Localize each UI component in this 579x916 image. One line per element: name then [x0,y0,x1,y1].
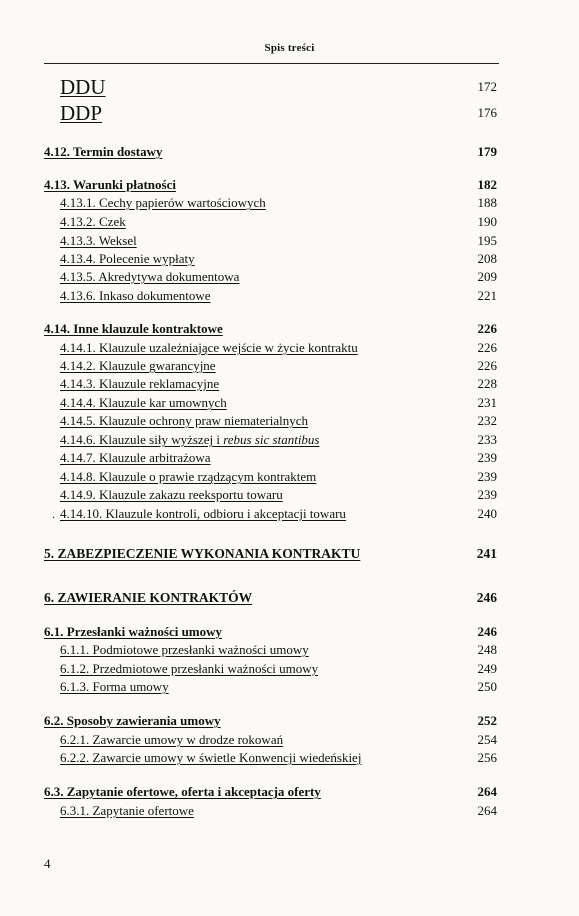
toc-entry-title [44,623,222,641]
toc-entry-title-text: 6.2.2. Zawarcie umowy w świetle Konwencji wiedeńskiej [60,750,362,765]
toc-entry-page: 231 [477,395,497,410]
toc-entry-page: 179 [477,144,497,159]
toc-entry-title-text: 4.14.5. Klauzule ochrony praw niematerialnych [60,413,308,428]
toc-entry-page: 172 [477,79,497,94]
toc-entry-page: 264 [477,803,497,818]
toc-entry-title-text: 5. ZABEZPIECZENIE WYKONANIA KONTRAKTU [44,546,361,561]
toc-entry-title-text: 4.14.10. Klauzule kontroli, odbioru i akceptacji towaru [60,506,346,521]
toc-entry[interactable] [44,75,497,99]
toc-entry-title-text: 6.3.1. Zapytanie ofertowe [60,803,194,818]
toc-entry-title-text: 4.13.4. Polecenie wypłaty [60,251,195,266]
toc-entry[interactable] [44,375,497,393]
toc-entry[interactable] [44,232,497,250]
toc-entry-title-text: 6. ZAWIERANIE KONTRAKTÓW [44,590,253,605]
toc-entry-title-text: 6.3. Zapytanie ofertowe, oferta i akceptacja oferty [44,784,321,799]
toc-entry[interactable] [44,287,497,305]
toc-entry-title [60,394,227,412]
toc-entry-title-text: 4.13.2. Czek [60,214,126,229]
toc-entry-title-text: DDU [60,75,106,99]
toc-entry-title [44,176,176,194]
toc-entry[interactable] [44,660,497,678]
toc-entry[interactable] [44,589,497,607]
toc-entry-title-text: 6.2.1. Zawarcie umowy w drodze rokowań [60,732,284,747]
toc-entry-title [60,731,283,749]
toc-entry-title [60,678,169,696]
toc-entry-page: 176 [477,105,497,120]
toc-entry[interactable] [44,802,497,820]
toc-entry[interactable] [44,712,497,730]
toc-entry-page: 232 [477,413,497,428]
toc-entry[interactable] [44,394,497,412]
toc-entry[interactable] [44,486,497,504]
toc-entry[interactable] [44,250,497,268]
toc-entry-page: 221 [477,288,497,303]
toc-entry-title [60,449,211,467]
toc-entry-title [60,412,308,430]
toc-entry[interactable] [44,194,497,212]
toc-entry-title-text: 6.1. Przesłanki ważności umowy [44,624,223,639]
toc-entry-page: 246 [477,624,497,639]
toc-entry-title-text: DDP [60,101,103,125]
toc-entry-title [60,339,358,357]
toc-entry-page: 208 [477,251,497,266]
toc-entry-page: 250 [477,679,497,694]
toc-entry-page: 190 [477,214,497,229]
toc-entry-title [44,545,360,563]
toc-entry[interactable] [44,641,497,659]
toc-entry-title [60,232,137,250]
toc-entry-title [44,712,221,730]
toc-entry[interactable] [44,731,497,749]
table-of-contents [44,0,497,916]
toc-entry-title-text: 4.14.2. Klauzule gwarancyjne [60,358,216,373]
toc-entry-title [60,468,316,486]
toc-entry-page: 240 [477,506,497,521]
toc-entry-title [60,194,266,212]
toc-entry[interactable] [44,339,497,357]
toc-entry-title [60,431,320,449]
toc-entry-title [60,268,239,286]
toc-entry-page: 248 [477,642,497,657]
toc-entry[interactable] [44,678,497,696]
page-number: 4 [44,856,51,871]
toc-entry-title [60,802,194,820]
toc-entry[interactable] [44,268,497,286]
toc-entry-title-text: 6.1.1. Podmiotowe przesłanki ważności umowy [60,642,309,657]
toc-entry[interactable] [44,623,497,641]
toc-entry-title-text: 4.14.4. Klauzule kar umownych [60,395,227,410]
toc-entry-title [60,486,283,504]
toc-entry-title-text: 6.1.2. Przedmiotowe przesłanki ważności umowy [60,661,319,676]
toc-entry[interactable] [44,749,497,767]
toc-entry-page: 226 [477,321,497,336]
toc-entry-title-text: 6.2. Sposoby zawierania umowy [44,713,221,728]
toc-entry-title-text: 4.14.8. Klauzule o prawie rządzącym kontraktem [60,469,317,484]
toc-entry-title [60,287,211,305]
toc-entry-title [60,75,106,99]
toc-entry-page: 209 [477,269,497,284]
toc-entry-title [60,505,346,523]
toc-entry-title [44,589,252,607]
toc-entry-page: 249 [477,661,497,676]
toc-entry-title [44,320,223,338]
toc-entry[interactable] [44,412,497,430]
toc-entry-page: 254 [477,732,497,747]
toc-entry-title [60,749,361,767]
toc-entry-title [60,101,103,125]
toc-entry[interactable] [44,449,497,467]
toc-entry[interactable] [44,783,497,801]
stray-mark: . [52,507,55,521]
toc-entry-title-text: 4.12. Termin dostawy [44,144,163,159]
toc-entry-title-text: 4.14.3. Klauzule reklamacyjne [60,376,220,391]
toc-entry-page: 246 [476,590,497,605]
running-header: Spis treści [264,42,315,54]
toc-entry-title [60,250,195,268]
toc-entry[interactable] [44,545,497,563]
toc-entry-title-text: 4.13.5. Akredytywa dokumentowa [60,269,240,284]
toc-entry-title-text: 4.13.3. Weksel [60,233,137,248]
toc-entry-title-text: 4.13.6. Inkaso dokumentowe [60,288,211,303]
toc-entry[interactable] [44,143,497,161]
toc-entry-title [60,213,126,231]
toc-entry-title [60,660,318,678]
toc-entry-title [44,783,321,801]
toc-entry-page: 239 [477,469,497,484]
toc-entry-title [60,375,219,393]
toc-entry-title [44,143,162,161]
toc-entry-page: 226 [477,340,497,355]
toc-entry-title [60,641,309,659]
toc-entry-page: 195 [477,233,497,248]
toc-entry-page: 239 [477,450,497,465]
toc-entry-title-text: 4.14.9. Klauzule zakazu reeksportu towaru [60,487,283,502]
toc-entry-title-text: 4.14. Inne klauzule kontraktowe [44,321,223,336]
toc-entry-page: 256 [477,750,497,765]
toc-entry-page: 241 [476,546,497,561]
toc-entry-page: 252 [477,713,497,728]
toc-entry[interactable] [44,505,497,523]
toc-entry-page: 228 [477,376,497,391]
toc-entry[interactable] [44,357,497,375]
toc-entry-title-text: 4.14.6. Klauzule siły wyższej i [60,432,224,447]
toc-entry-page: 226 [477,358,497,373]
toc-entry-page: 188 [477,195,497,210]
toc-entry-title-text: 4.13.1. Cechy papierów wartościowych [60,195,266,210]
toc-entry[interactable] [44,468,497,486]
toc-entry[interactable] [44,320,497,338]
toc-entry-title-text: 4.14.7. Klauzule arbitrażowa [60,450,211,465]
toc-entry-page: 239 [477,487,497,502]
toc-entry[interactable] [44,431,497,449]
toc-entry[interactable] [44,101,497,125]
toc-entry-title-text: 6.1.3. Forma umowy [60,679,169,694]
toc-entry-title-italic: rebus sic stantibus [223,432,320,447]
toc-entry-title-text: 4.14.1. Klauzule uzależniające wejście w życie kontraktu [60,340,358,355]
toc-entry-page: 182 [477,177,497,192]
toc-entry-page: 264 [477,784,497,799]
toc-entry-title [60,357,216,375]
toc-entry[interactable] [44,213,497,231]
toc-entry-page: 233 [477,432,497,447]
toc-entry[interactable] [44,176,497,194]
toc-entry-title-text: 4.13. Warunki płatności [44,177,176,192]
